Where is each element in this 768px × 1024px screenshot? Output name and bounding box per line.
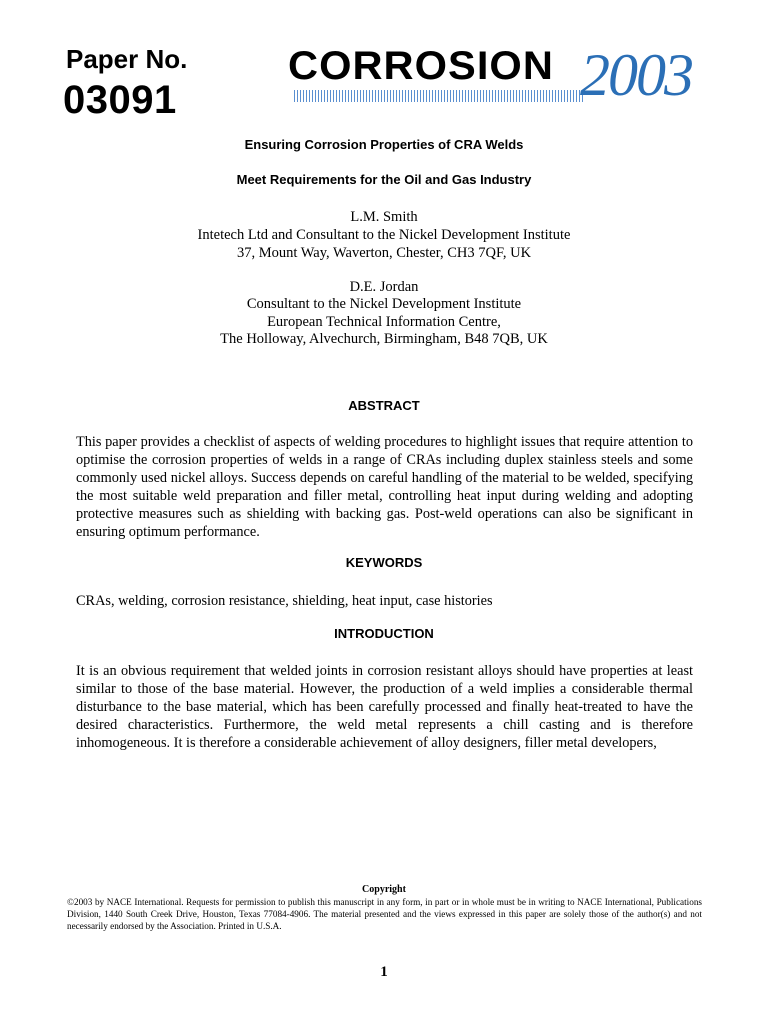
abstract-heading: ABSTRACT — [348, 398, 420, 413]
logo-word: CORROSION — [288, 44, 554, 88]
author-affiliation-2: European Technical Information Centre, — [267, 314, 501, 330]
introduction-text: It is an obvious requirement that welded joints in corrosion resistant alloys should have properties at least similar to those of the base material. However, the production of a weld implies a considerable thermal disturbance to the base material, which has been carefully processed and finally heat-treated to have the desired characteristics. Furthermore, the weld metal represents a chill casting and is therefore inhomogeneous. It is therefore a considerable achievement of alloy designers, filler metal developers, — [76, 663, 693, 751]
keywords-text: CRAs, welding, corrosion resistance, shielding, heat input, case histories — [76, 593, 493, 609]
paper-label: Paper No. — [66, 44, 188, 74]
abstract-text: This paper provides a checklist of aspects of welding procedures to highlight issues that require attention to optimise the corrosion properties of welds in a range of CRAs including duplex stainless steels and some commonly used nickel alloys. Success depends on careful handling of the material to be welded, specifying the most suitable weld preparation and filler metal, controlling heat input during welding and adopting protective measures such as shielding with backing gas. Post-weld operations can also be significant in ensuring optimum performance. — [76, 434, 693, 540]
page-number: 1 — [380, 964, 388, 980]
keywords-heading: KEYWORDS — [345, 555, 423, 570]
paper-title-line1: Ensuring Corrosion Properties of CRA Welds — [244, 137, 524, 152]
conference-logo — [280, 40, 710, 120]
introduction-heading: INTRODUCTION — [334, 626, 434, 641]
author-name: D.E. Jordan — [349, 279, 419, 295]
copyright-text: ©2003 by NACE International. Requests for permission to publish this manuscript in any form, in part or in whole must be in writing to NACE International, Publications Division, 1440 South Creek Drive, Houston, Texas 77084-4906. The material presented and the views expressed in this paper are solely those of the author(s) and not necessarily endorsed by the Association. Printed in U.S.A. — [67, 897, 702, 931]
author-affiliation: Consultant to the Nickel Development Institute — [246, 296, 522, 312]
author-address: 37, Mount Way, Waverton, Chester, CH3 7QF, UK — [236, 245, 532, 261]
logo-stripes — [294, 90, 584, 102]
copyright-heading: Copyright — [362, 884, 406, 895]
paper-title-line2: Meet Requirements for the Oil and Gas Industry — [236, 172, 532, 187]
logo-year: 2003 — [580, 42, 692, 108]
paper-number: 03091 — [63, 78, 177, 122]
author-name: L.M. Smith — [350, 209, 418, 225]
author-affiliation: Intetech Ltd and Consultant to the Nickel Development Institute — [197, 227, 571, 243]
author-address: The Holloway, Alvechurch, Birmingham, B48 7QB, UK — [220, 331, 548, 347]
